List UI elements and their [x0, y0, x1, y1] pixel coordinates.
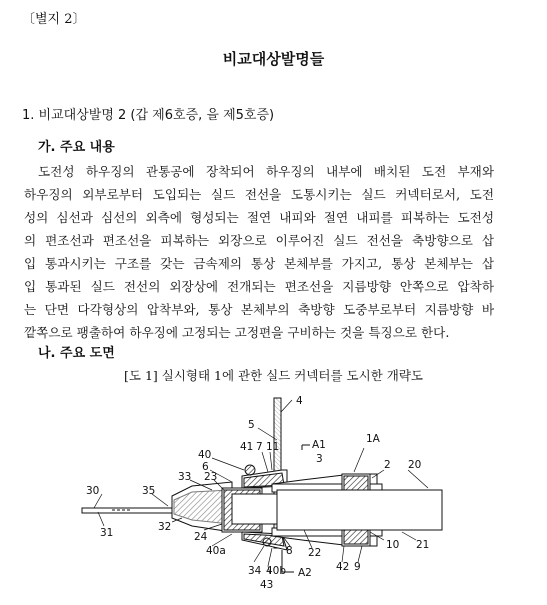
figure-label: 10: [386, 539, 400, 551]
subsection-main-content: 가. 주요 내용: [38, 140, 115, 155]
figure-label: 42: [336, 561, 350, 573]
shield-connector-diagram: [72, 390, 472, 600]
figure-label: A2: [298, 567, 312, 579]
figure-label: 40a: [206, 545, 226, 557]
figure-label: 30: [86, 485, 100, 497]
section-heading: 1. 비교대상발명 2 (갑 제6호증, 을 제5호증): [22, 108, 275, 123]
figure-label: 40b: [266, 565, 287, 577]
paragraph-line: 하우징의 외부로부터 도입되는 실드 전선을 도통시키는 실드 커넥터로서, 도전: [24, 187, 494, 202]
figure-label: 6: [202, 461, 209, 473]
figure-label: 21: [416, 539, 430, 551]
figure-label: 22: [308, 547, 322, 559]
figure-label: 34: [248, 565, 262, 577]
figure-label: 32: [158, 521, 172, 533]
paragraph-line: 도전성 하우징의 관통공에 장착되어 하우징의 내부에 배치된 도전 부재와: [38, 164, 494, 179]
figure-label: 4: [296, 395, 303, 407]
figure-label: A1: [312, 439, 326, 451]
figure-label: 43: [260, 579, 274, 591]
figure-label: 2: [384, 459, 391, 471]
main-content-paragraph: [24, 160, 494, 344]
figure-label: 33: [178, 471, 192, 483]
figure-label: 7: [256, 441, 263, 453]
figure-label: 40: [198, 449, 212, 461]
figure-label: 5: [248, 419, 255, 431]
figure-label: 24: [194, 531, 208, 543]
figure-label: 41: [240, 441, 254, 453]
figure-label: 8: [286, 545, 293, 557]
figure-label: 20: [408, 459, 422, 471]
figure-label: 31: [100, 527, 114, 539]
figure-label: 35: [142, 485, 156, 497]
paragraph-line: 는 단면 다각형상의 압착부와, 통상 본체부의 축방향 도중부로부터 지름방향 바: [24, 302, 494, 317]
figure-label: 9: [354, 561, 361, 573]
paragraph-line: 성의 심선과 심선의 외측에 형성되는 절연 내피와 절연 내피를 피복하는 도전성: [24, 210, 494, 225]
figure-caption: [도 1] 실시형태 1에 관한 실드 커넥터를 도시한 개략도: [124, 368, 423, 383]
figure-label: 3: [316, 453, 323, 465]
paragraph-line: 입 통과된 실드 전선의 외장상에 전개되는 편조선을 지름방향 안쪽으로 압착하: [24, 279, 494, 294]
paragraph-line: 깥쪽으로 팽출하여 하우징에 고정되는 고정편을 구비하는 것을 특징으로 한다.: [24, 325, 450, 340]
page-title: 비교대상발명들: [222, 50, 325, 68]
figure-label: 23: [204, 471, 218, 483]
subsection-main-figure: 나. 주요 도면: [38, 346, 115, 361]
attachment-label: 〔별지 2〕: [22, 12, 86, 27]
figure-label: 11: [266, 441, 280, 453]
paragraph-line: 입 통과시키는 구조를 갖는 금속제의 통상 본체부를 가지고, 통상 본체부는 삽: [24, 256, 494, 271]
figure-label: 1A: [366, 433, 380, 445]
paragraph-line: 의 편조선과 편조선을 피복하는 외장으로 이루어진 실드 전선을 축방향으로 삽: [24, 233, 494, 248]
